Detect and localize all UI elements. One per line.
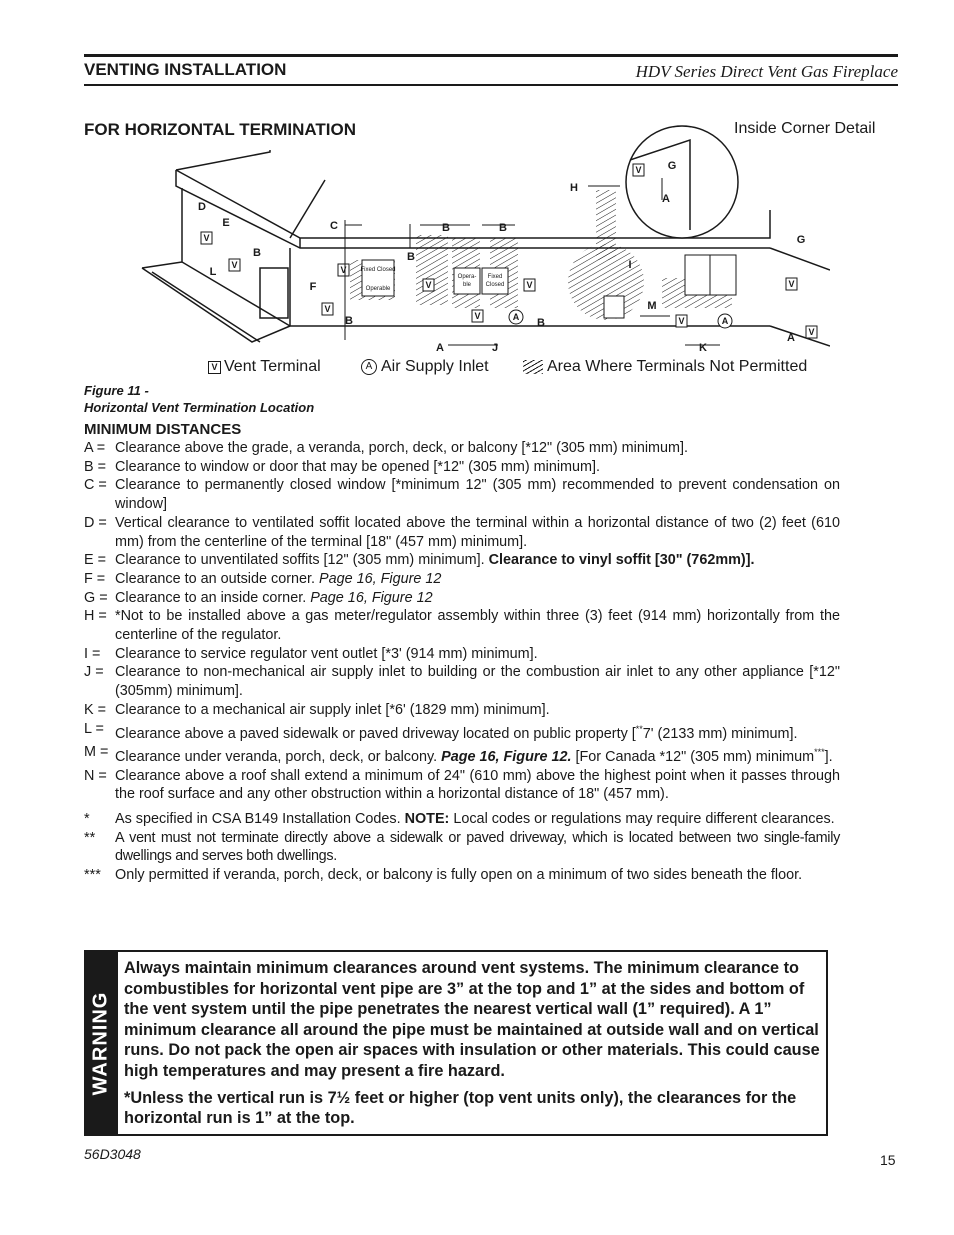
vent-terminal-icon: V — [208, 361, 221, 374]
list-item: N = Clearance above a roof shall extend a minimum of 24" (610 mm) above the highest point when it passes through the roof surface and any other obstruction within a horizontal distance of 18" (457 mm). — [84, 767, 840, 803]
label-h: H — [570, 182, 578, 194]
legend-vent-label: Vent Terminal — [224, 358, 321, 375]
label-b5: B — [499, 222, 507, 234]
footnote: *** Only permitted if veranda, porch, deck, or balcony is fully open on a minimum of two sides beneath the floor. — [84, 867, 803, 884]
warning-text — [124, 958, 820, 1135]
header-rule-bottom — [84, 84, 898, 86]
label-closed: Closed — [485, 282, 505, 288]
svg-text:V: V — [788, 279, 795, 289]
svg-text:V: V — [231, 260, 238, 270]
svg-text:V: V — [678, 316, 685, 326]
label-ble: ble — [462, 282, 472, 288]
svg-text:V: V — [340, 265, 347, 275]
legend-hatch-label: Area Where Terminals Not Permitted — [547, 358, 808, 375]
label-d: D — [198, 201, 206, 213]
termination-diagram — [130, 120, 830, 360]
legend-air-label: Air Supply Inlet — [381, 358, 489, 375]
list-item: D = Vertical clearance to ventilated soffit located above the terminal within a horizontal distance of two (2) feet (610 mm) from the centerline of the terminal [18" (457 mm) minimum]. — [84, 514, 840, 550]
min-distances-title: MINIMUM DISTANCES — [84, 421, 242, 438]
label-a3: A — [787, 332, 795, 344]
list-item: C = Clearance to permanently closed window [*minimum 12" (305 mm) recommended to prevent condensation on window] — [84, 477, 840, 513]
label-l: L — [209, 266, 217, 278]
label-b4: B — [442, 222, 450, 234]
label-g1: G — [667, 160, 677, 172]
document-number: 56D3048 — [84, 1146, 141, 1162]
label-fixed-closed: Fixed Closed — [360, 267, 396, 273]
list-item: A = Clearance above the grade, a veranda, porch, deck, or balcony [*12" (305 mm) minimum]. — [84, 440, 689, 456]
inset-title: Inside Corner Detail — [734, 120, 876, 137]
list-item: F = Clearance to an outside corner. Page 16, Figure 12 — [84, 570, 442, 587]
footnote: * As specified in CSA B149 Installation Codes. NOTE: Local codes or regulations may require different clearances. — [84, 810, 835, 827]
footnote: ** A vent must not terminate directly above a sidewalk or paved driveway, which is located between two single-family dwellings and serves both dwellings. — [84, 829, 840, 865]
min-distances-list — [84, 439, 840, 885]
label-opera: Opera- — [457, 274, 477, 280]
series-title: HDV Series Direct Vent Gas Fireplace — [635, 62, 898, 81]
svg-text:V: V — [474, 311, 481, 321]
svg-text:V: V — [635, 165, 642, 175]
label-fixed: Fixed — [487, 274, 503, 280]
label-operable: Operable — [365, 286, 391, 292]
list-item: H = *Not to be installed above a gas meter/regulator assembly within three (3) feet (914 mm) horizontally from the centerline of the regulator. — [84, 608, 840, 644]
label-e: E — [222, 217, 230, 229]
figure-caption: Figure 11 - Horizontal Vent Termination Location — [84, 383, 315, 415]
svg-text:V: V — [425, 280, 432, 290]
label-b3: B — [345, 315, 353, 327]
svg-text:V: V — [324, 304, 331, 314]
label-c: C — [330, 220, 338, 232]
list-item: G = Clearance to an inside corner. Page 16, Figure 12 — [84, 589, 433, 606]
label-a1: A — [436, 342, 444, 354]
page-number: 15 — [880, 1152, 896, 1168]
air-supply-icon: A — [361, 359, 377, 375]
list-item: I = Clearance to service regulator vent outlet [*3' (914 mm) minimum]. — [84, 645, 538, 662]
list-item: L = Clearance above a paved sidewalk or paved driveway located on public property [**7' (2133 mm) minimum]. — [84, 720, 798, 742]
diagram-title: FOR HORIZONTAL TERMINATION — [84, 120, 356, 139]
label-i: I — [628, 259, 632, 271]
hatch-icon — [523, 360, 543, 374]
label-b6: B — [537, 317, 545, 329]
label-f: F — [309, 281, 317, 293]
svg-text:A: A — [721, 316, 729, 326]
label-m: M — [647, 300, 657, 312]
legend-hatch — [523, 358, 807, 376]
label-b2: B — [407, 251, 415, 263]
warning-para-2: *Unless the vertical run is 7½ feet or higher (top vent units only), the clearances for the horizontal run is 1” at the top. — [124, 1088, 797, 1128]
list-item: E = Clearance to unventilated soffits [12" (305 mm) minimum]. Clearance to vinyl soffit [30" (762mm)]. — [84, 552, 755, 569]
warning-label: WARNING — [89, 991, 112, 1095]
label-j: J — [491, 342, 499, 354]
label-a2: A — [662, 193, 670, 205]
list-item: K = Clearance to a mechanical air supply inlet [*6' (1829 mm) minimum]. — [84, 701, 550, 718]
svg-text:V: V — [203, 233, 210, 243]
svg-text:V: V — [526, 280, 533, 290]
list-item: J = Clearance to non-mechanical air supply inlet to building or the combustion air inlet to any other appliance [*12" (305mm) minimum]. — [84, 664, 840, 700]
list-item: B = Clearance to window or door that may be opened [*12" (305 mm) minimum]. — [84, 458, 601, 475]
legend-vent — [208, 358, 321, 376]
svg-text:A: A — [512, 312, 520, 322]
section-title: VENTING INSTALLATION — [84, 60, 287, 79]
legend-air — [361, 358, 489, 376]
label-k: K — [699, 342, 707, 354]
svg-text:V: V — [808, 327, 815, 337]
label-b1: B — [253, 247, 261, 259]
label-g2: G — [796, 234, 806, 246]
list-item: M = Clearance under veranda, porch, deck, or balcony. Page 16, Figure 12. [For Canada *12" (305 mm) minimum***]. — [84, 744, 833, 765]
header-rule-top — [84, 54, 898, 57]
warning-para-1: Always maintain minimum clearances around vent systems. The minimum clearance to combustibles for horizontal vent pipe are 3” at the top and 1” at the sides and bottom of the vent system until the pipe penetrates the nearest vertical wall (1” required). A 1” minimum clearance all around the pipe must be maintained at outside wall and on vertical runs. Do not pack the open air spaces with insulation or other materials. This could cause high temperatures and may present a fire hazard. — [124, 959, 820, 1080]
